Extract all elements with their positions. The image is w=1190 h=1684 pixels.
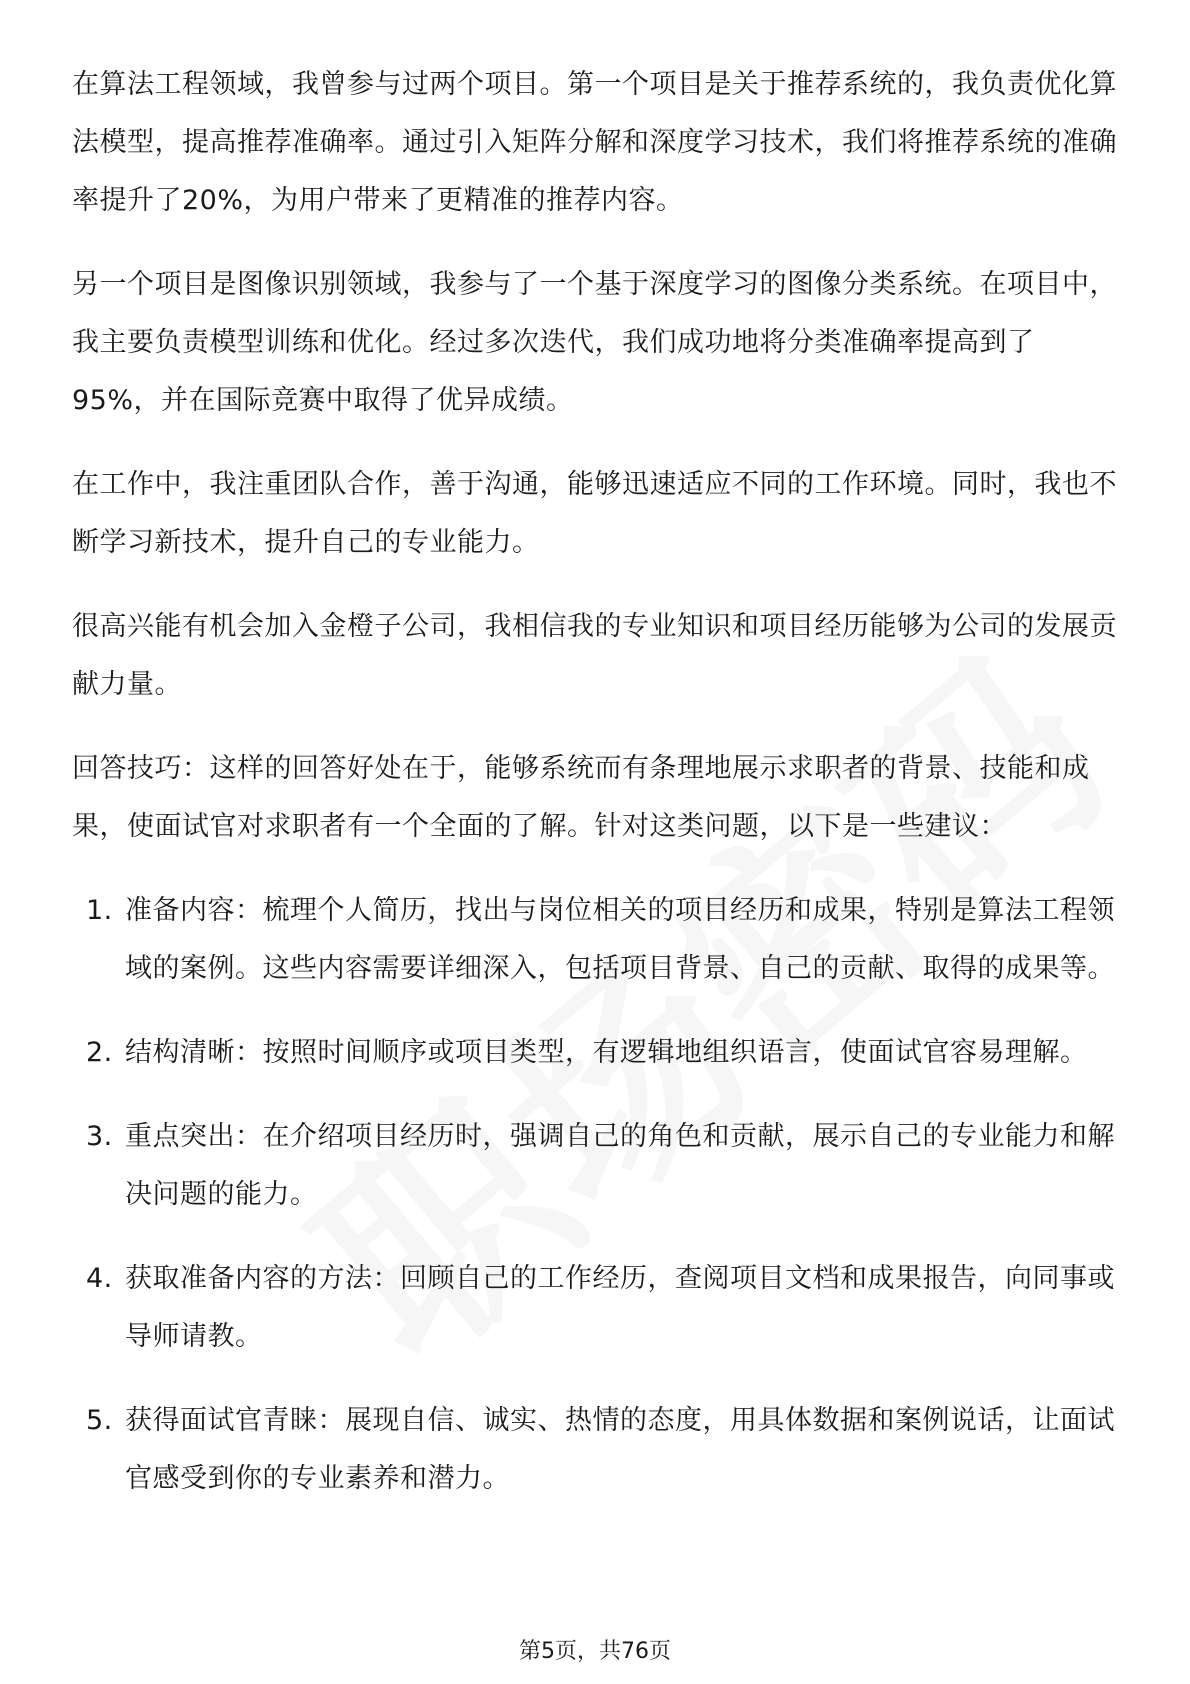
tips-list (72, 882, 1122, 1508)
list-item-text: 重点突出：在介绍项目经历时，强调自己的角色和贡献，展示自己的专业能力和解决问题的能力。 (125, 1121, 1115, 1210)
list-item-text: 结构清晰：按照时间顺序或项目类型，有逻辑地组织语言，使面试官容易理解。 (125, 1037, 1088, 1068)
list-number: 4. (86, 1263, 113, 1294)
paragraph-project-recommendation: 在算法工程领域，我曾参与过两个项目。第一个项目是关于推荐系统的，我负责优化算法模型，提高推荐准确率。通过引入矩阵分解和深度学习技术，我们将推荐系统的准确率提升了20%，为用户带来了更精准的推荐内容。 (72, 69, 1117, 216)
paragraph-answer-tips: 回答技巧：这样的回答好处在于，能够系统而有条理地展示求职者的背景、技能和成果，使面试官对求职者有一个全面的了解。针对这类问题，以下是一些建议： (72, 753, 1090, 842)
page-number-footer: 第5页，共76页 (519, 1639, 671, 1664)
list-item-text: 获得面试官青睐：展现自信、诚实、热情的态度，用具体数据和案例说话，让面试官感受到你的专业素养和潜力。 (125, 1405, 1115, 1494)
paragraph-teamwork: 在工作中，我注重团队合作，善于沟通，能够迅速适应不同的工作环境。同时，我也不断学习新技术，提升自己的专业能力。 (72, 469, 1117, 558)
list-number: 3. (86, 1121, 113, 1152)
list-item (72, 1024, 1122, 1082)
list-item-text: 准备内容：梳理个人简历，找出与岗位相关的项目经历和成果，特别是算法工程领域的案例。这些内容需要详细深入，包括项目背景、自己的贡献、取得的成果等。 (125, 895, 1115, 984)
document-body (72, 56, 1122, 1534)
list-number: 2. (86, 1037, 113, 1068)
paragraph-closing: 很高兴能有机会加入金橙子公司，我相信我的专业知识和项目经历能够为公司的发展贡献力量。 (72, 611, 1117, 700)
list-item (72, 1392, 1122, 1508)
list-number: 5. (86, 1405, 113, 1436)
list-item (72, 1250, 1122, 1366)
list-item-text: 获取准备内容的方法：回顾自己的工作经历，查阅项目文档和成果报告，向同事或导师请教。 (125, 1263, 1115, 1352)
list-number: 1. (86, 895, 113, 926)
list-item (72, 1108, 1122, 1224)
list-item (72, 882, 1122, 998)
paragraph-project-image-recognition: 另一个项目是图像识别领域，我参与了一个基于深度学习的图像分类系统。在项目中，我主要负责模型训练和优化。经过多次迭代，我们成功地将分类准确率提高到了95%，并在国际竞赛中取得了优异成绩。 (72, 269, 1117, 416)
